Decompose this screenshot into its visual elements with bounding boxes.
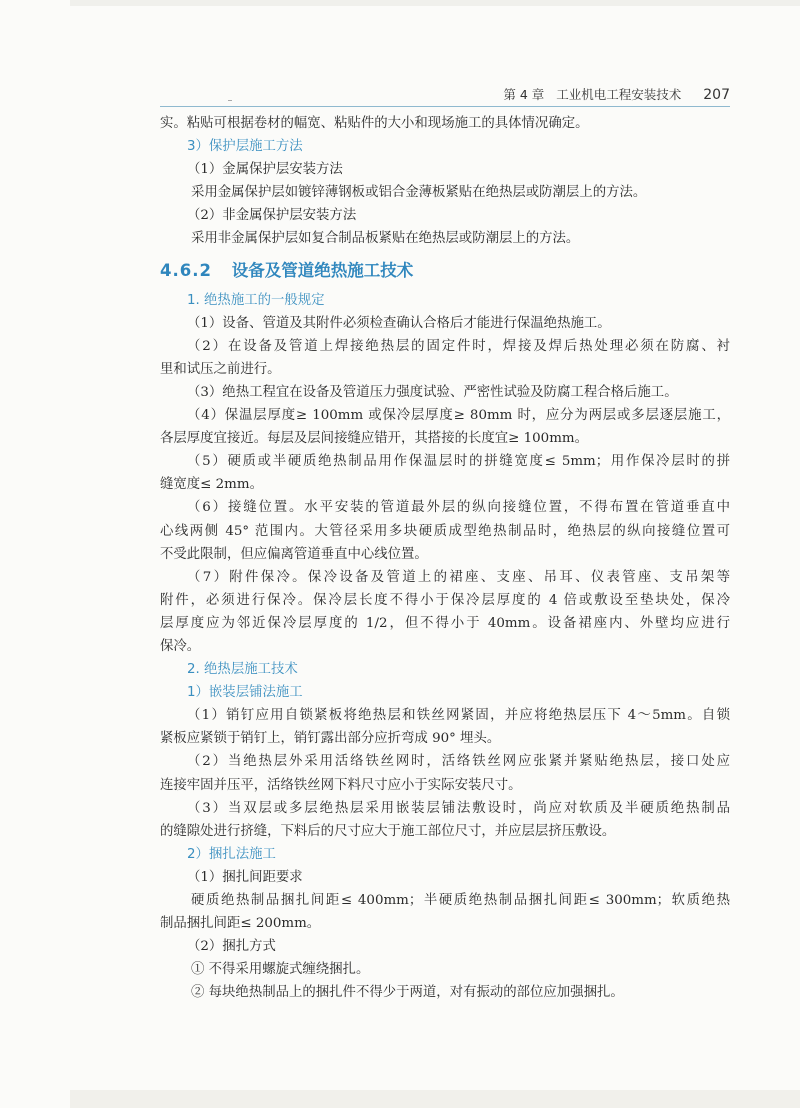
body-line: 实。粘贴可根据卷材的幅宽、粘贴件的大小和现场施工的具体情况确定。 xyxy=(160,116,589,131)
body-line: 缝宽度≤ 2mm。 xyxy=(160,477,263,493)
header-title: 工业机电工程安装技术 xyxy=(556,87,682,102)
body-line: 保冷。 xyxy=(160,638,201,654)
body-line: 的缝隙处进行挤缝，下料后的尺寸应大于施工部位尺寸，并应层层挤压敷设。 xyxy=(160,823,616,839)
body-line: （1）设备、管道及其附件必须检查确认合格后才能进行保温绝热施工。 xyxy=(187,315,611,331)
body-line: 层厚度应为邻近保冷层厚度的 1/2，但不得小于 40mm。设备裙座内、外壁均应进行 xyxy=(160,615,730,631)
section-heading xyxy=(160,253,730,289)
subsubheading-embed: 1）嵌装层铺法施工 xyxy=(187,685,303,701)
subheading-general: 1. 绝热施工的一般规定 xyxy=(187,292,325,308)
subheading-protect-layer: 3）保护层施工方法 xyxy=(187,139,303,155)
body-line: （2）在设备及管道上焊接绝热层的固定件时，焊接及焊后热处理必须在防腐、衬 xyxy=(187,338,730,354)
body-line: （5）硬质或半硬质绝热制品用作保温层时的拼缝宽度≤ 5mm；用作保冷层时的拼 xyxy=(187,454,730,470)
page-edge-top xyxy=(70,0,800,6)
body-line: 连接牢固并压平，活络铁丝网下料尺寸应小于实际安装尺寸。 xyxy=(160,777,522,793)
body-line: （3）当双层或多层绝热层采用嵌装层铺法敷设时，尚应对软质及半硬质绝热制品 xyxy=(187,800,730,816)
body-line: （3）绝热工程宜在设备及管道压力强度试验、严密性试验及防腐工程合格后施工。 xyxy=(187,384,678,400)
body-line: （2）当绝热层外采用活络铁丝网时，活络铁丝网应张紧并紧贴绝热层，接口处应 xyxy=(187,754,730,770)
section-number: 4.6.2 xyxy=(160,260,212,280)
page-edge-bottom xyxy=(70,1090,800,1108)
body-line: 采用金属保护层如镀锌薄钢板或铝合金薄板紧贴在绝热层或防潮层上的方法。 xyxy=(191,185,647,201)
body-line: （6）接缝位置。水平安装的管道最外层的纵向接缝位置，不得布置在管道垂直中 xyxy=(187,500,730,516)
body-line: 附件，必须进行保冷。保冷层长度不得小于保冷层厚度的 4 倍或敷设至垫块处，保冷 xyxy=(160,592,730,608)
body-line: （4）保温层厚度≥ 100mm 或保冷层厚度≥ 80mm 时，应分为两层或多层逐层施工， xyxy=(187,408,730,424)
list-item: ② 每块绝热制品上的捆扎件不得少于两道，对有振动的部位应加强捆扎。 xyxy=(191,985,624,1001)
page-number: 207 xyxy=(703,87,730,103)
body-line: （7）附件保冷。保冷设备及管道上的裙座、支座、吊耳、仪表管座、支吊架等 xyxy=(187,569,730,585)
section-title: 设备及管道绝热施工技术 xyxy=(231,260,414,280)
subsubheading-metal: （1）金属保护层安装方法 xyxy=(187,162,343,178)
subsubheading-nonmetal: （2）非金属保护层安装方法 xyxy=(187,208,357,224)
body-line: 采用非金属保护层如复合制品板紧贴在绝热层或防潮层上的方法。 xyxy=(191,231,580,247)
list-item: ① 不得采用螺旋式缠绕捆扎。 xyxy=(191,962,370,978)
body-line: 紧板应紧锁于销钉上，销钉露出部分应折弯成 90° 埋头。 xyxy=(160,731,501,747)
running-header xyxy=(160,83,730,107)
page-body xyxy=(160,112,730,1004)
body-line: 制品捆扎间距≤ 200mm。 xyxy=(160,916,321,932)
body-line: 各层厚度宜接近。每层及层间接缝应错开，其搭接的长度宜≥ 100mm。 xyxy=(160,431,588,447)
body-line: （2）捆扎方式 xyxy=(187,939,276,955)
body-line: （1）捆扎间距要求 xyxy=(187,869,303,885)
body-line: （1）销钉应用自锁紧板将绝热层和铁丝网紧固，并应将绝热层压下 4～5mm。自锁 xyxy=(187,708,730,724)
body-line: 心线两侧 45° 范围内。大管径采用多块硬质成型绝热制品时，绝热层的纵向接缝位置可 xyxy=(160,523,730,539)
header-mark xyxy=(228,100,232,101)
subsubheading-bind: 2）捆扎法施工 xyxy=(187,846,276,862)
header-chapter: 第 4 章 xyxy=(503,87,545,102)
body-line: 里和试压之前进行。 xyxy=(160,361,281,377)
body-line: 硬质绝热制品捆扎间距≤ 400mm；半硬质绝热制品捆扎间距≤ 300mm；软质绝热 xyxy=(191,893,730,908)
subheading-insulation-tech: 2. 绝热层施工技术 xyxy=(187,662,298,678)
body-line: 不受此限制，但应偏离管道垂直中心线位置。 xyxy=(160,546,428,562)
